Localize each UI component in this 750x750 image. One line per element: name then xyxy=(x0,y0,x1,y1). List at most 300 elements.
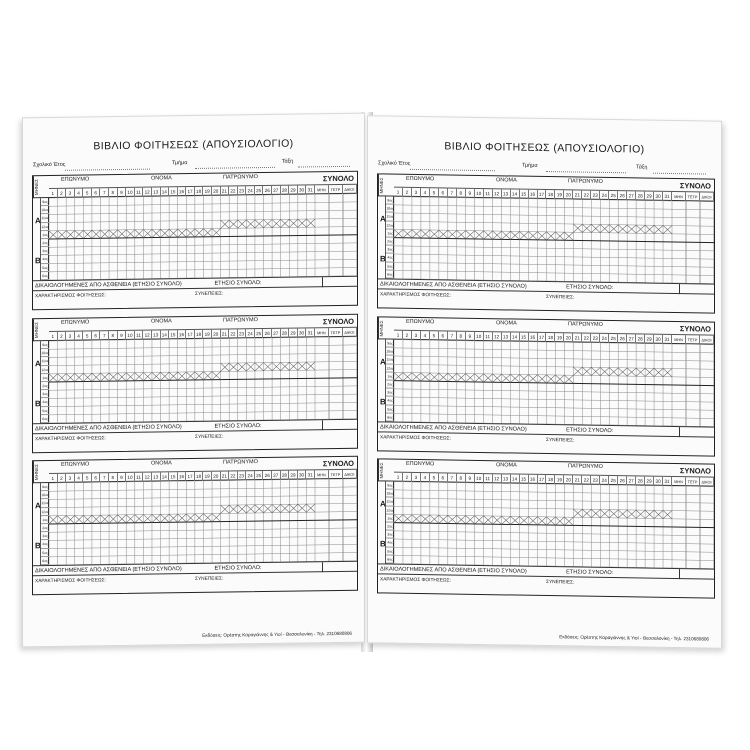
day-number: 20 xyxy=(212,330,221,339)
section-label: Τμήμα xyxy=(522,162,538,169)
semester-column xyxy=(378,481,394,563)
month-label: 4ος xyxy=(41,255,49,263)
day-number: 2 xyxy=(403,473,412,482)
semester-b-label: Β xyxy=(380,254,386,264)
month-label: 10ος xyxy=(41,491,49,499)
characterization-label: ΧΑΡΑΚΤΗΡΙΣΜΟΣ ΦΟΙΤΗΣΕΩΣ: xyxy=(380,577,451,584)
day-number: 29 xyxy=(289,471,298,480)
month-label: 2ος xyxy=(386,237,394,245)
fathers-name-label: ΠΑΤΡΩΝΥΜΟ xyxy=(568,463,603,470)
consequences-label: ΣΥΝΕΠΕΙΕΣ: xyxy=(195,434,224,440)
justified-label: ΔΙΚΑΙΟΛΟΓΗΜΕΝΕΣ ΑΠΟ ΑΣΘΕΝΕΙΑ (ΕΤΗΣΙΟ ΣΥΝΟΛΟ) xyxy=(380,566,527,575)
day-number: 27 xyxy=(627,191,636,200)
day-number: 29 xyxy=(289,186,298,195)
semester-a-label: Α xyxy=(380,214,386,224)
day-number: 1 xyxy=(49,189,58,198)
day-number: 10 xyxy=(475,189,484,198)
day-number: 7 xyxy=(100,188,109,197)
day-number: 3 xyxy=(66,189,75,198)
month-label: 6ος xyxy=(41,272,49,280)
day-number: 20 xyxy=(212,187,221,196)
month-label: 12ος xyxy=(386,364,394,372)
month-label: 11ος xyxy=(41,357,49,365)
consequences-label: ΣΥΝΕΠΕΙΕΣ: xyxy=(546,580,575,586)
day-number: 16 xyxy=(529,475,538,484)
day-number: 12 xyxy=(143,188,152,197)
justified-label: ΔΙΚΑΙΟΛΟΓΗΜΕΝΕΣ ΑΠΟ ΑΣΘΕΝΕΙΑ (ΕΤΗΣΙΟ ΣΥΝΟΛΟ) xyxy=(35,424,182,433)
class-label: Τάξη xyxy=(281,158,294,165)
day-cells-grid xyxy=(394,197,714,284)
day-number: 6 xyxy=(92,331,101,340)
month-label: 1ος xyxy=(386,229,394,237)
day-number: 8 xyxy=(457,189,466,198)
month-label: 5ος xyxy=(386,262,394,270)
day-number: 13 xyxy=(152,187,161,196)
annual-total-label: ΕΤΗΣΙΟ ΣΥΝΟΛΟ: xyxy=(214,565,262,572)
annual-total-label: ΕΤΗΣΙΟ ΣΥΝΟΛΟ: xyxy=(566,427,614,435)
day-number: 21 xyxy=(221,330,230,339)
section-field[interactable] xyxy=(546,171,626,173)
day-number: 4 xyxy=(75,189,84,198)
day-number: 14 xyxy=(511,332,520,341)
day-number: 23 xyxy=(591,334,600,343)
day-number: 15 xyxy=(520,190,529,199)
day-number: 17 xyxy=(186,330,195,339)
day-number: 11 xyxy=(135,331,144,340)
total-column-header: ΔΙΚΟΙ xyxy=(343,328,357,337)
month-label: 1ος xyxy=(41,516,49,524)
month-label: 2ος xyxy=(41,524,49,532)
day-number: 20 xyxy=(212,472,221,481)
semester-column xyxy=(378,196,394,278)
justified-label: ΔΙΚΑΙΟΛΟΓΗΜΕΝΕΣ ΑΠΟ ΑΣΘΕΝΕΙΑ (ΕΤΗΣΙΟ ΣΥΝΟΛΟ) xyxy=(380,424,527,433)
day-number: 24 xyxy=(600,191,609,200)
consequences-label: ΣΥΝΕΠΕΙΕΣ: xyxy=(195,291,224,297)
semester-a-label: Α xyxy=(380,499,386,509)
day-number: 4 xyxy=(421,473,430,482)
day-number: 26 xyxy=(263,471,272,480)
attendance-grid xyxy=(33,337,357,424)
day-number: 12 xyxy=(143,331,152,340)
day-cells-grid xyxy=(49,337,357,423)
day-number: 13 xyxy=(502,189,511,198)
day-number: 24 xyxy=(600,334,609,343)
day-number: 4 xyxy=(75,474,84,483)
day-number: 21 xyxy=(573,190,582,199)
day-number: 11 xyxy=(484,189,493,198)
semester-column xyxy=(33,483,49,565)
day-cells-grid xyxy=(49,479,357,565)
day-number: 26 xyxy=(618,334,627,343)
day-number: 29 xyxy=(645,335,654,344)
annual-total-label: ΕΤΗΣΙΟ ΣΥΝΟΛΟ: xyxy=(566,569,614,577)
day-number: 2 xyxy=(58,332,67,341)
day-number: 5 xyxy=(83,188,92,197)
day-number: 16 xyxy=(178,472,187,481)
day-number: 4 xyxy=(421,331,430,340)
consequences-label: ΣΥΝΕΠΕΙΕΣ: xyxy=(195,576,224,582)
section-field[interactable] xyxy=(195,167,275,169)
name-label: ΟΝΟΜΑ xyxy=(151,318,172,325)
characterization-label: ΧΑΡΑΚΤΗΡΙΣΜΟΣ ΦΟΙΤΗΣΕΩΣ: xyxy=(380,292,451,299)
total-label: ΣΥΝΟΛΟ xyxy=(322,458,354,469)
semester-b-label: Β xyxy=(380,397,386,407)
characterization-label: ΧΑΡΑΚΤΗΡΙΣΜΟΣ ΦΟΙΤΗΣΕΩΣ: xyxy=(35,578,106,585)
day-number: 25 xyxy=(609,334,618,343)
day-number: 22 xyxy=(229,329,238,338)
day-number: 13 xyxy=(502,474,511,483)
day-number: 18 xyxy=(195,330,204,339)
day-number: 27 xyxy=(627,334,636,343)
day-number: 27 xyxy=(272,186,281,195)
semester-column xyxy=(33,198,49,280)
annual-total-label: ΕΤΗΣΙΟ ΣΥΝΟΛΟ: xyxy=(566,284,614,292)
annual-total-field[interactable] xyxy=(679,427,714,438)
day-number: 10 xyxy=(475,332,484,341)
day-number: 14 xyxy=(511,189,520,198)
day-number: 6 xyxy=(439,188,448,197)
day-number: 30 xyxy=(298,328,307,337)
day-number: 22 xyxy=(582,476,591,485)
month-label: 3ος xyxy=(386,389,394,397)
day-number: 8 xyxy=(457,474,466,483)
month-labels xyxy=(385,481,394,563)
header-fields xyxy=(33,158,356,173)
total-column-header: ΔΙΚΟΙ xyxy=(700,192,714,201)
month-label: 5ος xyxy=(41,549,49,557)
day-cells[interactable] xyxy=(49,479,357,565)
total-column-header: ΔΙΚΟΙ xyxy=(700,335,714,344)
day-number: 6 xyxy=(92,188,101,197)
day-number: 18 xyxy=(195,187,204,196)
day-number: 7 xyxy=(448,473,457,482)
day-number: 7 xyxy=(448,188,457,197)
month-label: 9ος xyxy=(41,483,49,491)
surname-label: ΕΠΩΝΥΜΟ xyxy=(61,176,90,183)
characterization-label: ΧΑΡΑΚΤΗΡΙΣΜΟΣ ΦΟΙΤΗΣΕΩΣ: xyxy=(35,293,106,300)
student-record-block xyxy=(32,314,358,454)
total-column-header: ΜΗΝ xyxy=(672,335,686,344)
day-cells[interactable] xyxy=(49,194,357,280)
month-label: 1ος xyxy=(41,374,49,382)
day-number: 3 xyxy=(412,188,421,197)
student-record-block xyxy=(32,171,358,311)
day-number: 15 xyxy=(169,187,178,196)
month-label: 4ος xyxy=(386,397,394,405)
day-number: 13 xyxy=(502,332,511,341)
day-number: 14 xyxy=(161,187,170,196)
day-number: 16 xyxy=(529,333,538,342)
annual-total-field[interactable] xyxy=(322,277,357,287)
attendance-grid xyxy=(33,194,357,281)
surname-label: ΕΠΩΝΥΜΟ xyxy=(61,319,90,326)
day-number: 2 xyxy=(58,189,67,198)
month-label: 11ος xyxy=(41,214,49,222)
day-number: 25 xyxy=(609,476,618,485)
school-year-label: Σχολικό Έτος xyxy=(33,161,66,169)
characterization-label: ΧΑΡΑΚΤΗΡΙΣΜΟΣ ΦΟΙΤΗΣΕΩΣ: xyxy=(35,436,106,443)
day-number: 11 xyxy=(135,473,144,482)
day-number: 2 xyxy=(58,474,67,483)
school-year-label: Σχολικό Έτος xyxy=(378,160,411,167)
publisher-line: Εκδόσεις: Ορέστης Καραγιάννης & Υιοί - Θεσσαλονίκη - Τηλ. 2310680806 xyxy=(202,630,352,638)
student-record-block xyxy=(377,173,715,313)
day-number: 27 xyxy=(272,329,281,338)
total-label: ΣΥΝΟΛΟ xyxy=(679,181,711,191)
day-number: 14 xyxy=(161,472,170,481)
total-column-header: ΜΗΝ xyxy=(315,470,329,479)
day-number: 22 xyxy=(229,186,238,195)
month-label: 9ος xyxy=(41,198,49,206)
name-label: ΟΝΟΜΑ xyxy=(496,320,517,327)
day-number: 28 xyxy=(636,191,645,200)
total-column-header: ΔΙΚΟΙ xyxy=(700,477,714,486)
total-column-header: ΤΕΤΡ xyxy=(686,335,700,344)
month-label: 6ος xyxy=(386,413,394,421)
month-label: 4ος xyxy=(41,398,49,406)
month-label: 6ος xyxy=(41,415,49,423)
day-cells[interactable] xyxy=(49,337,357,423)
day-number: 3 xyxy=(412,331,421,340)
fathers-name-label: ΠΑΤΡΩΝΥΜΟ xyxy=(568,321,603,328)
day-number: 4 xyxy=(75,332,84,341)
class-field[interactable] xyxy=(653,173,707,175)
day-number: 19 xyxy=(203,187,212,196)
annual-total-field[interactable] xyxy=(679,569,714,580)
month-label: 5ος xyxy=(41,407,49,415)
day-number: 15 xyxy=(169,472,178,481)
month-label: 11ος xyxy=(386,498,394,506)
day-number: 19 xyxy=(203,330,212,339)
months-header: ΜΗΝΕΣ xyxy=(378,174,394,196)
month-label: 2ος xyxy=(41,382,49,390)
day-number: 22 xyxy=(582,334,591,343)
fathers-name-label: ΠΑΤΡΩΝΥΜΟ xyxy=(568,178,603,185)
day-number: 31 xyxy=(663,192,672,201)
day-cells[interactable] xyxy=(394,197,714,284)
day-number: 18 xyxy=(546,190,555,199)
day-cells[interactable] xyxy=(394,340,714,427)
total-column-header: ΤΕΤΡ xyxy=(329,470,343,479)
day-number: 17 xyxy=(538,190,547,199)
day-number: 9 xyxy=(118,331,127,340)
day-number: 19 xyxy=(555,190,564,199)
semester-a-label: Α xyxy=(35,359,41,369)
annual-total-field[interactable] xyxy=(322,562,357,572)
month-label: 3ος xyxy=(41,390,49,398)
day-number: 17 xyxy=(538,333,547,342)
day-number: 28 xyxy=(281,186,290,195)
day-number: 1 xyxy=(49,332,58,341)
day-number: 16 xyxy=(178,187,187,196)
month-label: 10ος xyxy=(386,348,394,356)
month-label: 4ος xyxy=(386,254,394,262)
school-year-field[interactable] xyxy=(65,169,150,171)
month-label: 9ος xyxy=(386,197,394,205)
total-column-header: ΔΙΚΟΙ xyxy=(343,185,357,194)
day-number: 15 xyxy=(520,475,529,484)
day-cells[interactable] xyxy=(394,482,714,569)
day-number: 9 xyxy=(466,332,475,341)
fathers-name-label: ΠΑΤΡΩΝΥΜΟ xyxy=(223,174,258,181)
day-number: 18 xyxy=(546,333,555,342)
day-number: 9 xyxy=(466,189,475,198)
day-number: 28 xyxy=(636,476,645,485)
day-number: 28 xyxy=(281,471,290,480)
student-record-block xyxy=(32,456,358,596)
school-year-field[interactable] xyxy=(410,169,495,171)
total-label: ΣΥΝΟΛΟ xyxy=(322,316,354,327)
day-number: 31 xyxy=(306,328,315,337)
total-label: ΣΥΝΟΛΟ xyxy=(679,466,711,476)
month-label: 11ος xyxy=(41,499,49,507)
month-labels xyxy=(40,483,49,565)
characterization-label: ΧΑΡΑΚΤΗΡΙΣΜΟΣ ΦΟΙΤΗΣΕΩΣ: xyxy=(380,435,451,442)
surname-label: ΕΠΩΝΥΜΟ xyxy=(406,318,435,326)
month-label: 2ος xyxy=(386,380,394,388)
day-number: 25 xyxy=(255,186,264,195)
day-number: 30 xyxy=(654,192,663,201)
name-label: ΟΝΟΜΑ xyxy=(151,175,172,182)
day-number: 11 xyxy=(135,188,144,197)
day-number: 9 xyxy=(466,474,475,483)
day-number: 29 xyxy=(645,477,654,486)
semester-b-label: Β xyxy=(35,541,41,551)
total-column-header: ΤΕΤΡ xyxy=(686,192,700,201)
day-number: 1 xyxy=(394,188,403,197)
month-label: 3ος xyxy=(41,532,49,540)
day-number: 16 xyxy=(529,190,538,199)
month-labels xyxy=(385,339,394,421)
day-number: 3 xyxy=(66,332,75,341)
justified-label: ΔΙΚΑΙΟΛΟΓΗΜΕΝΕΣ ΑΠΟ ΑΣΘΕΝΕΙΑ (ΕΤΗΣΙΟ ΣΥΝΟΛΟ) xyxy=(35,566,182,575)
month-label: 6ος xyxy=(386,555,394,563)
day-number: 1 xyxy=(394,331,403,340)
total-column-header: ΔΙΚΟΙ xyxy=(343,470,357,479)
months-header: ΜΗΝΕΣ xyxy=(378,459,394,481)
day-number: 29 xyxy=(645,192,654,201)
name-label: ΟΝΟΜΑ xyxy=(496,177,517,184)
surname-label: ΕΠΩΝΥΜΟ xyxy=(406,175,435,183)
day-number: 9 xyxy=(118,473,127,482)
day-number: 3 xyxy=(66,474,75,483)
month-label: 6ος xyxy=(41,557,49,565)
day-number: 26 xyxy=(618,476,627,485)
total-column-header: ΤΕΤΡ xyxy=(329,185,343,194)
day-number: 5 xyxy=(430,331,439,340)
fathers-name-label: ΠΑΤΡΩΝΥΜΟ xyxy=(223,459,258,466)
month-label: 9ος xyxy=(386,482,394,490)
month-label: 9ος xyxy=(41,341,49,349)
page-title: ΒΙΒΛΙΟ ΦΟΙΤΗΣΕΩΣ (ΑΠΟΥΣΙΟΛΟΓΙΟ) xyxy=(444,140,645,156)
day-number: 19 xyxy=(203,472,212,481)
day-number: 30 xyxy=(654,477,663,486)
name-label: ΟΝΟΜΑ xyxy=(496,462,517,469)
day-number: 5 xyxy=(430,188,439,197)
day-number: 31 xyxy=(306,185,315,194)
day-number: 10 xyxy=(126,188,135,197)
day-number: 6 xyxy=(92,473,101,482)
annual-total-field[interactable] xyxy=(679,284,714,295)
month-label: 11ος xyxy=(386,356,394,364)
total-column-header: ΤΕΤΡ xyxy=(686,477,700,486)
day-number: 31 xyxy=(306,470,315,479)
day-number: 31 xyxy=(663,335,672,344)
annual-total-label: ΕΤΗΣΙΟ ΣΥΝΟΛΟ: xyxy=(214,280,262,287)
day-number: 28 xyxy=(281,329,290,338)
day-number: 16 xyxy=(178,330,187,339)
month-label: 4ος xyxy=(41,540,49,548)
day-number: 17 xyxy=(538,475,547,484)
month-labels xyxy=(40,198,49,280)
day-number: 8 xyxy=(109,331,118,340)
month-label: 10ος xyxy=(386,490,394,498)
day-number: 22 xyxy=(229,471,238,480)
month-label: 9ος xyxy=(386,340,394,348)
attendance-grid xyxy=(378,481,714,568)
consequences-label: ΣΥΝΕΠΕΙΕΣ: xyxy=(546,295,575,301)
month-label: 1ος xyxy=(41,231,49,239)
day-number: 19 xyxy=(555,475,564,484)
day-number: 27 xyxy=(627,476,636,485)
day-number: 6 xyxy=(439,331,448,340)
total-label: ΣΥΝΟΛΟ xyxy=(679,324,711,334)
months-header: ΜΗΝΕΣ xyxy=(33,461,49,483)
day-number: 20 xyxy=(564,190,573,199)
day-number: 26 xyxy=(618,191,627,200)
class-field[interactable] xyxy=(298,166,350,168)
day-number: 20 xyxy=(564,475,573,484)
day-number: 24 xyxy=(246,471,255,480)
total-column-header: ΤΕΤΡ xyxy=(329,328,343,337)
semester-b-label: Β xyxy=(380,539,386,549)
month-label: 2ος xyxy=(41,239,49,247)
month-label: 11ος xyxy=(386,213,394,221)
semester-b-label: Β xyxy=(35,399,41,409)
day-number: 30 xyxy=(298,185,307,194)
total-label: ΣΥΝΟΛΟ xyxy=(322,173,354,184)
day-number: 19 xyxy=(555,333,564,342)
annual-total-field[interactable] xyxy=(322,420,357,430)
day-number: 5 xyxy=(83,331,92,340)
day-number: 6 xyxy=(439,473,448,482)
day-number: 23 xyxy=(238,329,247,338)
months-header: ΜΗΝΕΣ xyxy=(33,176,49,198)
day-number: 17 xyxy=(186,187,195,196)
day-number: 1 xyxy=(394,473,403,482)
day-number: 31 xyxy=(663,477,672,486)
attendance-grid xyxy=(33,479,357,566)
justified-label: ΔΙΚΑΙΟΛΟΓΗΜΕΝΕΣ ΑΠΟ ΑΣΘΕΝΕΙΑ (ΕΤΗΣΙΟ ΣΥΝΟΛΟ) xyxy=(35,281,182,290)
day-number: 2 xyxy=(403,188,412,197)
day-number: 23 xyxy=(591,191,600,200)
section-label: Τμήμα xyxy=(171,160,188,167)
semester-a-label: Α xyxy=(380,357,386,367)
day-number: 7 xyxy=(448,331,457,340)
month-label: 12ος xyxy=(41,508,49,516)
month-label: 12ος xyxy=(386,506,394,514)
month-label: 1ος xyxy=(386,514,394,522)
day-number: 11 xyxy=(484,332,493,341)
total-column-header: ΜΗΝ xyxy=(672,192,686,201)
months-header: ΜΗΝΕΣ xyxy=(33,319,49,341)
day-number: 5 xyxy=(430,473,439,482)
day-number: 5 xyxy=(83,473,92,482)
consequences-label: ΣΥΝΕΠΕΙΕΣ: xyxy=(546,438,575,444)
name-label: ΟΝΟΜΑ xyxy=(151,460,172,467)
month-label: 10ος xyxy=(41,349,49,357)
day-number: 29 xyxy=(289,329,298,338)
